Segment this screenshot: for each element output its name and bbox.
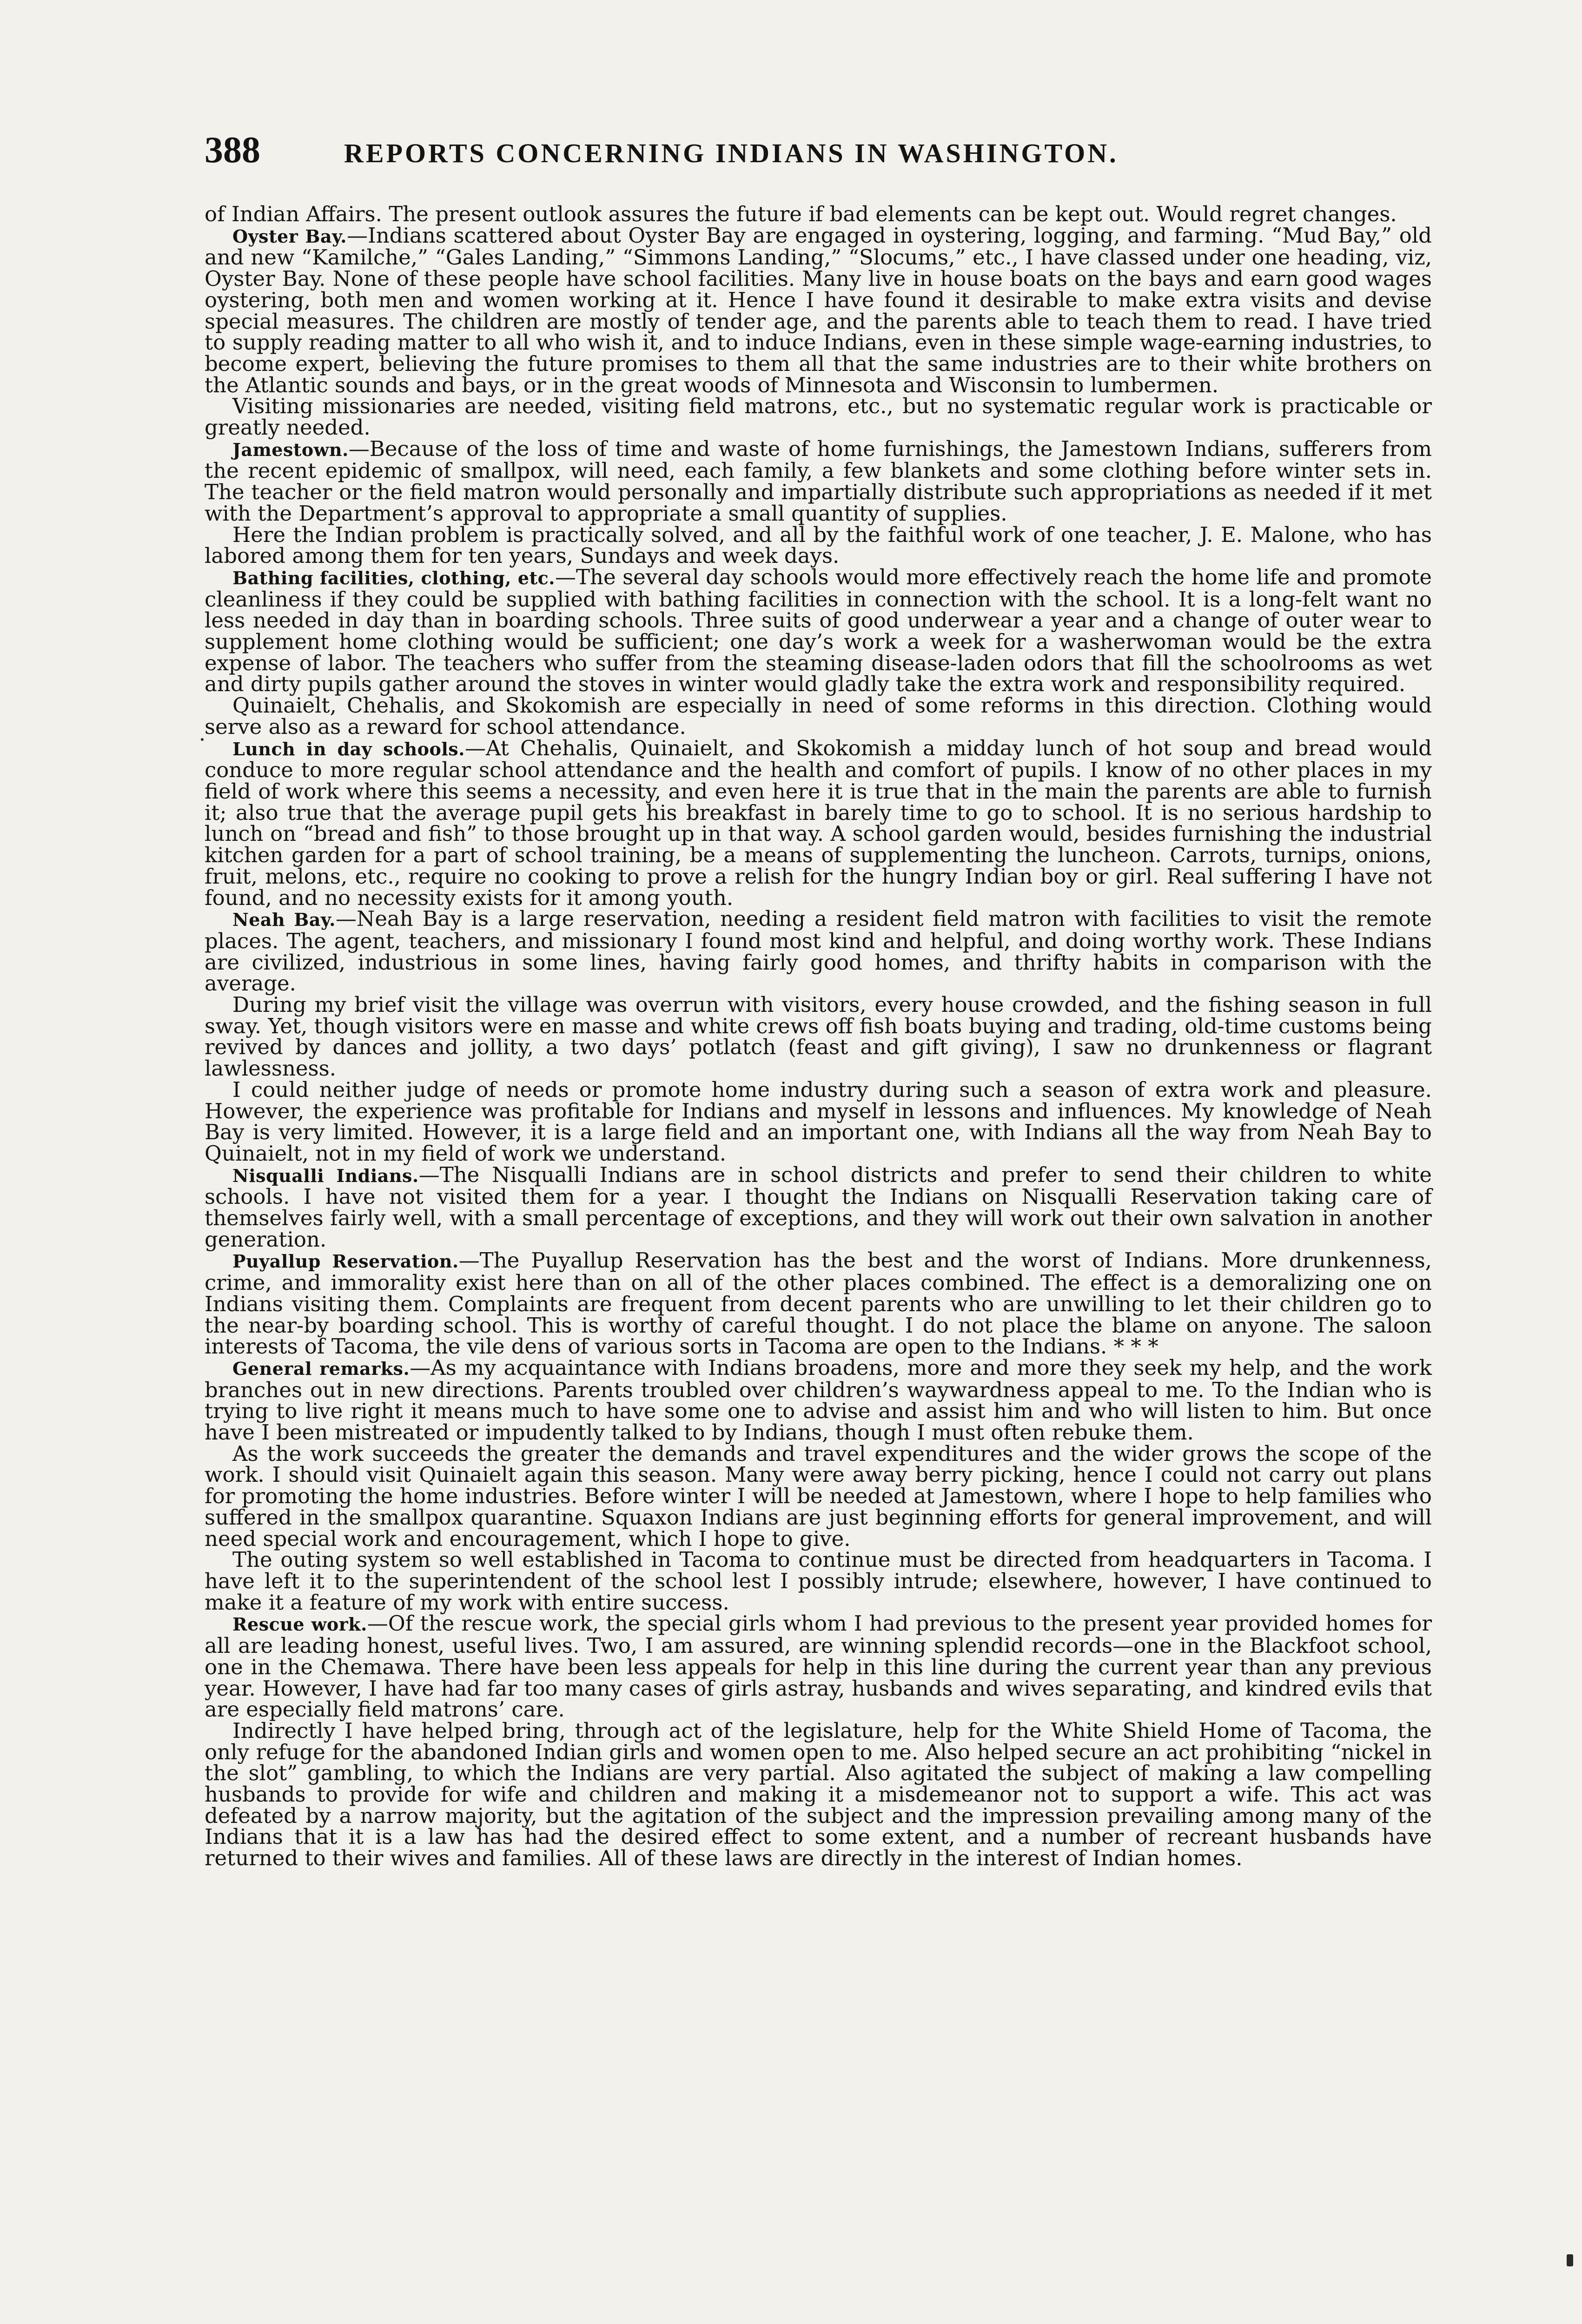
paragraph-jamestown	[205, 438, 1432, 524]
paragraph	[205, 524, 1432, 567]
running-title: REPORTS CONCERNING INDIANS IN WASHINGTON.	[344, 138, 1119, 168]
paragraph-oyster-bay	[205, 225, 1432, 396]
paragraph-general-remarks	[205, 1357, 1432, 1443]
run-in-heading: Jamestown.	[232, 439, 349, 460]
paragraph-lunch-in-day-schools	[205, 735, 1432, 910]
paragraph-neah-bay	[205, 908, 1432, 994]
paragraph-text: Here the Indian problem is practically solved, and all by the faithful work of one teacher, J. E. Malone, who has labored among them for ten years, Sundays and week days.	[205, 522, 1432, 568]
paragraph-text: Indirectly I have helped bring, through act of the legislature, help for the White Shield Home of Tacoma, the only refuge for the abandoned Indian girls and women open to me. Also helped secure an act prohibiting “nickel in the slot” gambling, to which the Indians are very partial. Also agitated the subject of making a law compelling husbands to provide for wife and children and making it a misdemeanor not to support a wife. This act was defeated by a narrow majority, but the agitation of the subject and the impression prevailing among many of the Indians that it is a law has had the desired effect to some extent, and a number of recreant husbands have returned to their wives and families. All of these laws are directly in the interest of Indian homes.	[205, 1718, 1432, 1871]
paragraph-text: During my brief visit the village was overrun with visitors, every house crowded, and the fishing season in full sway. Yet, though visitors were en masse and white crews off fish boats buying and trading, old-time customs being revived by dances and jollity, a two days’ potlatch (feast and gift giving), I saw no drunkenness or flagrant lawlessness.	[205, 992, 1432, 1081]
paragraph-text: —The Nisqualli Indians are in school districts and prefer to send their children to white schools. I have not visited them for a year. I thought the Indians on Nisqualli Reservation taking care of themselves fairly well, with a small percentage of exceptions, and they will work out their own salvation in another generation.	[205, 1162, 1432, 1252]
run-in-heading: Oyster Bay.	[232, 225, 347, 247]
paragraph-rescue-work	[205, 1613, 1432, 1720]
paragraph	[205, 1079, 1432, 1164]
running-head	[205, 129, 1432, 185]
paragraph-nisqualli-indians	[205, 1164, 1432, 1250]
paragraph-text: —At Chehalis, Quinaielt, and Skokomish a midday lunch of hot soup and bread would conduce to more regular school attendance and the health and comfort of pupils. I know of no other places in my field of work where this seems a necessity, and even here it is true that in the main the parents are able to furnish it; also true that the average pupil gets his breakfast in barely time to go to school. It is no serious hardship to lunch on “bread and fish” to those brought up in that way. A school garden would, besides furnishing the industrial kitchen garden for a part of school training, be a means of supplementing the luncheon. Carrots, turnips, onions, fruit, melons, etc., require no cooking to prove a relish for the hungry Indian boy or girl. Real suffering I have not found, and no necessity exists for it among youth.	[205, 735, 1432, 910]
paragraph-text: The outing system so well established in Tacoma to continue must be directed from headquarters in Tacoma. I have left it to the superintendent of the school lest I possibly intrude; elsewhere, however, I have continued to make it a feature of my work with entire success.	[205, 1547, 1432, 1615]
run-in-heading: Rescue work.	[232, 1614, 367, 1635]
body-text	[205, 204, 1432, 1869]
paragraph-text: As the work succeeds the greater the demands and travel expenditures and the wider grows the scope of the work. I should visit Quinaielt again this season. Many were away berry picking, hence I could not carry out plans for promoting the home industries. Before winter I will be needed at Jamestown, where I hope to help families who suffered in the smallpox quarantine. Squaxon Indians are just beginning efforts for general improvement, and will need special work and encouragement, which I hope to give.	[205, 1441, 1432, 1551]
run-in-heading: General remarks.	[232, 1358, 410, 1379]
paragraph-text: —Of the rescue work, the special girls whom I had previous to the present year provided homes for all are leading honest, useful lives. Two, I am assured, are winning splendid records—one in the Blackfoot school, one in the Chemawa. There have been less appeals for help in this line during the current year than any previous year. However, I have had far too many cases of girls astray, husbands and wives separating, and kindred evils that are especially field matrons’ care.	[205, 1611, 1432, 1722]
document-page	[205, 129, 1432, 1869]
run-in-heading: Puyallup Reservation.	[232, 1251, 459, 1272]
paragraph-puyallup-reservation	[205, 1250, 1432, 1357]
paragraph-text: I could neither judge of needs or promote home industry during such a season of extra work and pleasure. However, the experience was profitable for Indians and myself in lessons and influences. My knowledge of Neah Bay is very limited. However, it is a large field and an important one, with Indians all the way from Neah Bay to Quinaielt, not in my field of work we understand.	[205, 1077, 1432, 1166]
paragraph-text: —Indians scattered about Oyster Bay are engaged in oystering, logging, and farming. “Mud Bay,” old and new “Kamilche,” “Gales Landing,” “Simmons Landing,” “Slocums,” etc., I have classed under one heading, viz, Oyster Bay. None of these people have school facilities. Many live in house boats on the bays and earn good wages oystering, both men and women working at it. Hence I have found it desirable to make extra visits and devise special measures. The children are mostly of tender age, and the parents able to teach them to read. I have tried to supply reading matter to all who wish it, and to induce Indians, even in these simple wage-earning industries, to become expert, believing the future promises to them all that the same industries are to their white brothers on the Atlantic sounds and bays, or in the great woods of Minnesota and Wisconsin to lumbermen.	[205, 223, 1432, 397]
paragraph-text: of Indian Affairs. The present outlook assures the future if bad elements can be kept out. Would regret changes.	[205, 202, 1397, 226]
run-in-heading: Bathing facilities, clothing, etc.	[232, 567, 555, 588]
run-in-heading: Nisqualli Indians.	[232, 1165, 419, 1186]
paragraph	[205, 695, 1432, 737]
paragraph-text: —Neah Bay is a large reservation, needing a resident field matron with facilities to visit the remote places. The agent, teachers, and missionary I found most kind and helpful, and doing worthy work. These Indians are civilized, industrious in some lines, having fairly good homes, and thrifty habits in comparison with the average.	[205, 906, 1432, 996]
scan-speck	[1567, 2254, 1573, 2266]
paragraph-text: Visiting missionaries are needed, visiting field matrons, etc., but no systematic regular work is practicable or greatly needed.	[205, 394, 1432, 440]
paragraph-text: —As my acquaintance with Indians broadens, more and more they seek my help, and the work branches out in new directions. Parents troubled over children’s waywardness appeal to me. To the Indian who is trying to live right it means much to have some one to advise and assist him and who will listen to him. But once have I been mistreated or impudently talked to by Indians, though I must often rebuke them.	[205, 1355, 1432, 1445]
scan-speck	[201, 738, 204, 741]
paragraph	[205, 204, 1432, 225]
paragraph-text: Quinaielt, Chehalis, and Skokomish are especially in need of some reforms in this direction. Clothing would serve also as a reward for school attendance.	[205, 693, 1432, 739]
run-in-heading: Neah Bay.	[232, 909, 336, 931]
paragraph-bathing-facilities	[205, 564, 1432, 697]
paragraph	[205, 1549, 1432, 1613]
paragraph	[205, 396, 1432, 438]
paragraph	[205, 1443, 1432, 1550]
paragraph-text: —Because of the loss of time and waste of home furnishings, the Jamestown Indians, sufferers from the recent epidemic of smallpox, will need, each family, a few blankets and some clothing before winter sets in. The teacher or the field matron would personally and impartially distribute such appropriations as needed if it met with the Department’s approval to appropriate a small quantity of supplies.	[205, 436, 1432, 526]
page-number: 388	[205, 130, 260, 171]
paragraph-text: —The several day schools would more effectively reach the home life and promote cleanliness if they could be supplied with bathing facilities in connection with the school. It is a long-felt want no less needed in day than in boarding schools. Three suits of good underwear a year and a change of outer wear to supplement home clothing would be sufficient; one day’s work a week for a washerwoman would be the extra expense of labor. The teachers who suffer from the steaming disease-laden odors that fill the schoolrooms as wet and dirty pupils gather around the stoves in winter would gladly take the extra work and responsibility required.	[205, 564, 1432, 697]
paragraph	[205, 994, 1432, 1079]
paragraph-text: —The Puyallup Reservation has the best and the worst of Indians. More drunkenness, crime, and immorality exist here than on all of the other places combined. The effect is a demoralizing one on Indians visiting them. Complaints are frequent from decent parents who are unwilling to let their children go to the near-by boarding school. This is worthy of careful thought. I do not place the blame on anyone. The saloon interests of Tacoma, the vile dens of various sorts in Tacoma are open to the Indians. * * *	[205, 1248, 1432, 1359]
run-in-heading: Lunch in day schools.	[232, 738, 465, 759]
paragraph	[205, 1720, 1432, 1869]
